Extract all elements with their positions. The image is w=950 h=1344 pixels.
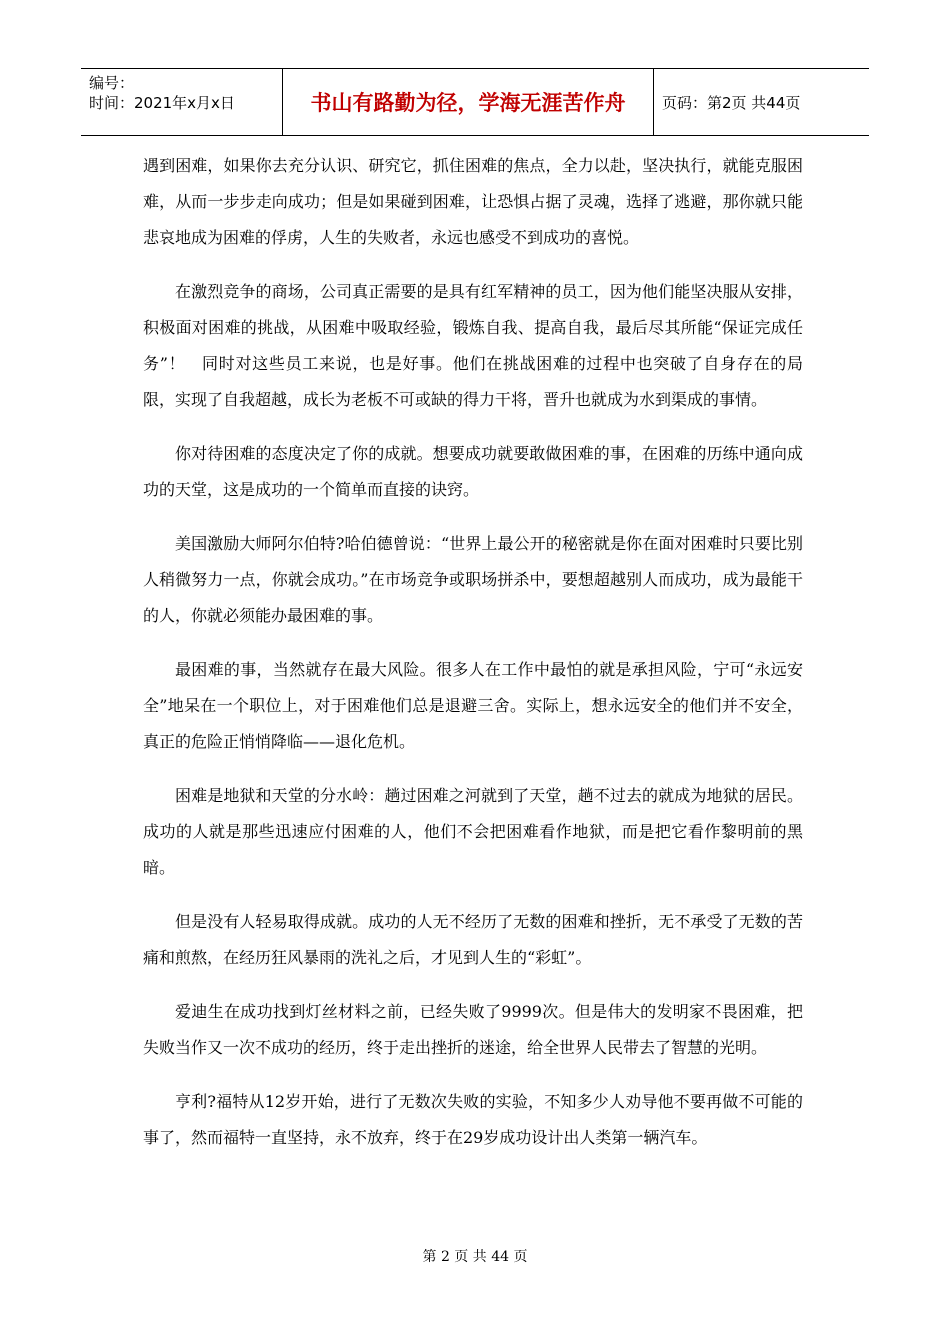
paragraph: 但是没有人轻易取得成就。成功的人无不经历了无数的困难和挫折，无不承受了无数的苦痛和煎熬，在经历狂风暴雨的洗礼之后，才见到人生的“彩虹”。 [143, 912, 803, 967]
document-body [143, 148, 803, 1174]
paragraph: 爱迪生在成功找到灯丝材料之前，已经失败了9999次。但是伟大的发明家不畏困难，把失败当作又一次不成功的经历，终于走出挫折的迷途，给全世界人民带去了智慧的光明。 [143, 1002, 803, 1057]
paragraph: 亨利?福特从12岁开始，进行了无数次失败的实验，不知多少人劝导他不要再做不可能的事了，然而福特一直坚持，永不放弃，终于在29岁成功设计出人类第一辆汽车。 [143, 1092, 803, 1147]
paragraph: 在激烈竞争的商场，公司真正需要的是具有红军精神的员工，因为他们能坚决服从安排，积极面对困难的挑战，从困难中吸取经验，锻炼自我、提高自我，最后尽其所能“保证完成任务”！ 同时对这些员工来说，也是好事。他们在挑战困难的过程中也突破了自身存在的局限，实现了自我超越，成长为老板不可或缺的得力干将，晋升也就成为水到渠成的事情。 [143, 282, 803, 409]
document-number-label: 编号： [89, 74, 135, 92]
paragraph: 美国激励大师阿尔伯特?哈伯德曾说：“世界上最公开的秘密就是你在面对困难时只要比别人稍微努力一点，你就会成功。”在市场竞争或职场拼杀中，要想超越别人而成功，成为最能干的人，你就必须能办最困难的事。 [143, 534, 803, 625]
header-page-code: 页码：第2页 共44页 [662, 93, 801, 112]
header-meta [81, 69, 283, 135]
page-header [81, 68, 869, 136]
header-motto: 书山有路勤为径，学海无涯苦作舟 [283, 69, 654, 135]
paragraph: 遇到困难，如果你去充分认识、研究它，抓住困难的焦点，全力以赴，坚决执行，就能克服困难，从而一步步走向成功；但是如果碰到困难，让恐惧占据了灵魂，选择了逃避，那你就只能悲哀地成为困难的俘虏，人生的失败者，永远也感受不到成功的喜悦。 [143, 156, 803, 247]
paragraph: 你对待困难的态度决定了你的成就。想要成功就要敢做困难的事，在困难的历练中通向成功的天堂，这是成功的一个简单而直接的诀窍。 [143, 444, 803, 499]
document-date: 时间：2021年x月x日 [89, 94, 235, 112]
paragraph: 困难是地狱和天堂的分水岭：趟过困难之河就到了天堂，趟不过去的就成为地狱的居民。成功的人就是那些迅速应付困难的人，他们不会把困难看作地狱，而是把它看作黎明前的黑暗。 [143, 786, 803, 877]
paragraph: 最困难的事，当然就存在最大风险。很多人在工作中最怕的就是承担风险，宁可“永远安全”地呆在一个职位上，对于困难他们总是退避三舍。实际上，想永远安全的他们并不安全，真正的危险正悄悄降临——退化危机。 [143, 660, 803, 751]
page-footer: 第 2 页 共 44 页 [422, 1249, 528, 1265]
